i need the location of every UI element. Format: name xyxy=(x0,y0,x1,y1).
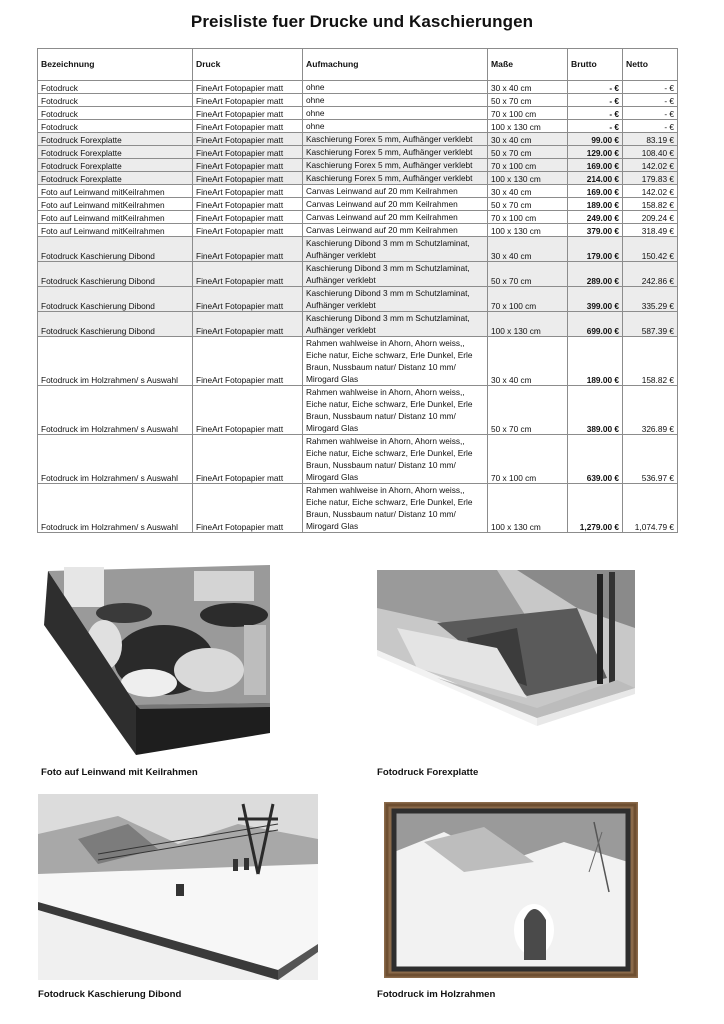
cell-aufmachung: Rahmen wahlweise in Ahorn, Ahorn weiss,, Eiche natur, Eiche schwarz, Erle Dunkel, Erle Braun, Nussbaum natur/ Distanz 10 mm/ Mirogard Glas xyxy=(303,435,488,484)
table-row xyxy=(38,484,678,533)
cell-bezeichnung: Fotodruck Forexplatte xyxy=(38,146,193,159)
cell-druck: FineArt Fotopapier matt xyxy=(193,224,303,237)
cell-brutto: 214.00 € xyxy=(568,172,623,185)
cell-netto: - € xyxy=(623,81,678,94)
cell-aufmachung: Rahmen wahlweise in Ahorn, Ahorn weiss,, Eiche natur, Eiche schwarz, Erle Dunkel, Erle Braun, Nussbaum natur/ Distanz 10 mm/ Mirogard Glas xyxy=(303,484,488,533)
cell-masse: 30 x 40 cm xyxy=(488,237,568,262)
caption-leinwand: Foto auf Leinwand mit Keilrahmen xyxy=(41,767,198,778)
table-row xyxy=(38,133,678,146)
table-row xyxy=(38,337,678,386)
table-row xyxy=(38,224,678,237)
cell-bezeichnung: Foto auf Leinwand mitKeilrahmen xyxy=(38,211,193,224)
cell-aufmachung: Kaschierung Forex 5 mm, Aufhänger verklebt xyxy=(303,159,488,172)
cell-aufmachung: ohne xyxy=(303,81,488,94)
cell-bezeichnung: Fotodruck Forexplatte xyxy=(38,159,193,172)
photo-dibond-image xyxy=(38,794,318,980)
table-row xyxy=(38,386,678,435)
cell-brutto: 169.00 € xyxy=(568,159,623,172)
table-row xyxy=(38,94,678,107)
cell-aufmachung: Canvas Leinwand auf 20 mm Keilrahmen xyxy=(303,211,488,224)
cell-brutto: - € xyxy=(568,120,623,133)
cell-masse: 50 x 70 cm xyxy=(488,146,568,159)
table-row xyxy=(38,312,678,337)
cell-netto: - € xyxy=(623,107,678,120)
cell-netto: 1,074.79 € xyxy=(623,484,678,533)
cell-netto: 158.82 € xyxy=(623,337,678,386)
cell-aufmachung: Rahmen wahlweise in Ahorn, Ahorn weiss,, Eiche natur, Eiche schwarz, Erle Dunkel, Erle Braun, Nussbaum natur/ Distanz 10 mm/ Mirogard Glas xyxy=(303,337,488,386)
cell-druck: FineArt Fotopapier matt xyxy=(193,435,303,484)
table-row xyxy=(38,185,678,198)
cell-netto: 587.39 € xyxy=(623,312,678,337)
cell-bezeichnung: Fotodruck Kaschierung Dibond xyxy=(38,237,193,262)
cell-druck: FineArt Fotopapier matt xyxy=(193,107,303,120)
table-row xyxy=(38,211,678,224)
photo-forex xyxy=(377,568,637,744)
cell-masse: 50 x 70 cm xyxy=(488,198,568,211)
column-header: Bezeichnung xyxy=(38,49,193,81)
table-header-row xyxy=(38,49,678,81)
cell-bezeichnung: Fotodruck im Holzrahmen/ s Auswahl xyxy=(38,337,193,386)
photo-holzrahmen xyxy=(384,802,638,978)
cell-masse: 100 x 130 cm xyxy=(488,172,568,185)
cell-druck: FineArt Fotopapier matt xyxy=(193,386,303,435)
cell-netto: 318.49 € xyxy=(623,224,678,237)
cell-netto: 150.42 € xyxy=(623,237,678,262)
table-row xyxy=(38,287,678,312)
cell-netto: 326.89 € xyxy=(623,386,678,435)
cell-aufmachung: ohne xyxy=(303,120,488,133)
cell-druck: FineArt Fotopapier matt xyxy=(193,172,303,185)
cell-druck: FineArt Fotopapier matt xyxy=(193,185,303,198)
cell-aufmachung: Rahmen wahlweise in Ahorn, Ahorn weiss,, Eiche natur, Eiche schwarz, Erle Dunkel, Erle Braun, Nussbaum natur/ Distanz 10 mm/ Mirogard Glas xyxy=(303,386,488,435)
table-row xyxy=(38,237,678,262)
table-row xyxy=(38,107,678,120)
cell-masse: 30 x 40 cm xyxy=(488,185,568,198)
cell-brutto: 1,279.00 € xyxy=(568,484,623,533)
caption-dibond: Fotodruck Kaschierung Dibond xyxy=(38,989,182,1000)
cell-druck: FineArt Fotopapier matt xyxy=(193,211,303,224)
cell-netto: 335.29 € xyxy=(623,287,678,312)
cell-netto: 242.86 € xyxy=(623,262,678,287)
photo-leinwand xyxy=(44,565,270,755)
photo-leinwand-image xyxy=(44,565,270,755)
cell-druck: FineArt Fotopapier matt xyxy=(193,146,303,159)
cell-netto: 142.02 € xyxy=(623,159,678,172)
table-row xyxy=(38,159,678,172)
cell-brutto: 169.00 € xyxy=(568,185,623,198)
table-row xyxy=(38,198,678,211)
cell-bezeichnung: Foto auf Leinwand mitKeilrahmen xyxy=(38,224,193,237)
page-title: Preisliste fuer Drucke und Kaschierungen xyxy=(190,12,534,31)
cell-bezeichnung: Fotodruck Kaschierung Dibond xyxy=(38,312,193,337)
cell-masse: 50 x 70 cm xyxy=(488,386,568,435)
cell-aufmachung: Canvas Leinwand auf 20 mm Keilrahmen xyxy=(303,185,488,198)
cell-bezeichnung: Foto auf Leinwand mitKeilrahmen xyxy=(38,185,193,198)
cell-masse: 100 x 130 cm xyxy=(488,224,568,237)
cell-aufmachung: Kaschierung Dibond 3 mm m Schutzlaminat, Aufhänger verklebt xyxy=(303,312,488,337)
cell-brutto: 99.00 € xyxy=(568,133,623,146)
cell-aufmachung: Canvas Leinwand auf 20 mm Keilrahmen xyxy=(303,198,488,211)
cell-brutto: - € xyxy=(568,107,623,120)
column-header: Maße xyxy=(488,49,568,81)
cell-brutto: 699.00 € xyxy=(568,312,623,337)
column-header: Brutto xyxy=(568,49,623,81)
cell-druck: FineArt Fotopapier matt xyxy=(193,159,303,172)
cell-brutto: 379.00 € xyxy=(568,224,623,237)
cell-netto: 142.02 € xyxy=(623,185,678,198)
cell-masse: 50 x 70 cm xyxy=(488,94,568,107)
cell-aufmachung: Kaschierung Forex 5 mm, Aufhänger verklebt xyxy=(303,133,488,146)
cell-brutto: 249.00 € xyxy=(568,211,623,224)
cell-brutto: - € xyxy=(568,81,623,94)
cell-druck: FineArt Fotopapier matt xyxy=(193,312,303,337)
column-header: Druck xyxy=(193,49,303,81)
cell-brutto: 129.00 € xyxy=(568,146,623,159)
cell-masse: 100 x 130 cm xyxy=(488,484,568,533)
cell-masse: 30 x 40 cm xyxy=(488,133,568,146)
cell-masse: 30 x 40 cm xyxy=(488,337,568,386)
cell-aufmachung: ohne xyxy=(303,94,488,107)
cell-bezeichnung: Fotodruck Kaschierung Dibond xyxy=(38,287,193,312)
photo-holzrahmen-image xyxy=(384,802,638,978)
cell-bezeichnung: Foto auf Leinwand mitKeilrahmen xyxy=(38,198,193,211)
cell-bezeichnung: Fotodruck Forexplatte xyxy=(38,172,193,185)
cell-aufmachung: Kaschierung Dibond 3 mm m Schutzlaminat, Aufhänger verklebt xyxy=(303,262,488,287)
cell-druck: FineArt Fotopapier matt xyxy=(193,237,303,262)
cell-brutto: - € xyxy=(568,94,623,107)
cell-masse: 50 x 70 cm xyxy=(488,262,568,287)
cell-bezeichnung: Fotodruck xyxy=(38,94,193,107)
cell-bezeichnung: Fotodruck xyxy=(38,107,193,120)
cell-aufmachung: Canvas Leinwand auf 20 mm Keilrahmen xyxy=(303,224,488,237)
cell-masse: 70 x 100 cm xyxy=(488,435,568,484)
cell-aufmachung: Kaschierung Dibond 3 mm m Schutzlaminat, Aufhänger verklebt xyxy=(303,237,488,262)
table-row xyxy=(38,262,678,287)
cell-druck: FineArt Fotopapier matt xyxy=(193,484,303,533)
cell-druck: FineArt Fotopapier matt xyxy=(193,287,303,312)
cell-masse: 100 x 130 cm xyxy=(488,312,568,337)
cell-masse: 100 x 130 cm xyxy=(488,120,568,133)
table-row xyxy=(38,81,678,94)
caption-holzrahmen: Fotodruck im Holzrahmen xyxy=(377,989,496,1000)
cell-netto: 158.82 € xyxy=(623,198,678,211)
cell-aufmachung: Kaschierung Forex 5 mm, Aufhänger verklebt xyxy=(303,146,488,159)
cell-bezeichnung: Fotodruck Forexplatte xyxy=(38,133,193,146)
price-table xyxy=(37,48,678,533)
cell-brutto: 639.00 € xyxy=(568,435,623,484)
photo-dibond xyxy=(38,794,318,980)
table-row xyxy=(38,146,678,159)
table-row xyxy=(38,435,678,484)
caption-forex: Fotodruck Forexplatte xyxy=(377,767,479,778)
cell-aufmachung: ohne xyxy=(303,107,488,120)
column-header: Netto xyxy=(623,49,678,81)
cell-druck: FineArt Fotopapier matt xyxy=(193,81,303,94)
cell-bezeichnung: Fotodruck Kaschierung Dibond xyxy=(38,262,193,287)
cell-netto: - € xyxy=(623,94,678,107)
cell-brutto: 399.00 € xyxy=(568,287,623,312)
cell-druck: FineArt Fotopapier matt xyxy=(193,120,303,133)
cell-bezeichnung: Fotodruck im Holzrahmen/ s Auswahl xyxy=(38,435,193,484)
cell-brutto: 189.00 € xyxy=(568,337,623,386)
cell-netto: 83.19 € xyxy=(623,133,678,146)
cell-masse: 70 x 100 cm xyxy=(488,159,568,172)
cell-masse: 30 x 40 cm xyxy=(488,81,568,94)
table-row xyxy=(38,172,678,185)
cell-netto: - € xyxy=(623,120,678,133)
cell-netto: 536.97 € xyxy=(623,435,678,484)
cell-druck: FineArt Fotopapier matt xyxy=(193,94,303,107)
cell-netto: 108.40 € xyxy=(623,146,678,159)
cell-masse: 70 x 100 cm xyxy=(488,211,568,224)
cell-druck: FineArt Fotopapier matt xyxy=(193,262,303,287)
cell-netto: 179.83 € xyxy=(623,172,678,185)
cell-masse: 70 x 100 cm xyxy=(488,287,568,312)
cell-brutto: 289.00 € xyxy=(568,262,623,287)
cell-druck: FineArt Fotopapier matt xyxy=(193,133,303,146)
cell-bezeichnung: Fotodruck im Holzrahmen/ s Auswahl xyxy=(38,386,193,435)
cell-aufmachung: Kaschierung Dibond 3 mm m Schutzlaminat, Aufhänger verklebt xyxy=(303,287,488,312)
cell-netto: 209.24 € xyxy=(623,211,678,224)
cell-bezeichnung: Fotodruck im Holzrahmen/ s Auswahl xyxy=(38,484,193,533)
table-row xyxy=(38,120,678,133)
cell-bezeichnung: Fotodruck xyxy=(38,120,193,133)
column-header: Aufmachung xyxy=(303,49,488,81)
cell-druck: FineArt Fotopapier matt xyxy=(193,337,303,386)
cell-brutto: 389.00 € xyxy=(568,386,623,435)
cell-brutto: 179.00 € xyxy=(568,237,623,262)
cell-bezeichnung: Fotodruck xyxy=(38,81,193,94)
photo-forex-image xyxy=(377,568,637,744)
cell-druck: FineArt Fotopapier matt xyxy=(193,198,303,211)
cell-brutto: 189.00 € xyxy=(568,198,623,211)
cell-masse: 70 x 100 cm xyxy=(488,107,568,120)
cell-aufmachung: Kaschierung Forex 5 mm, Aufhänger verklebt xyxy=(303,172,488,185)
